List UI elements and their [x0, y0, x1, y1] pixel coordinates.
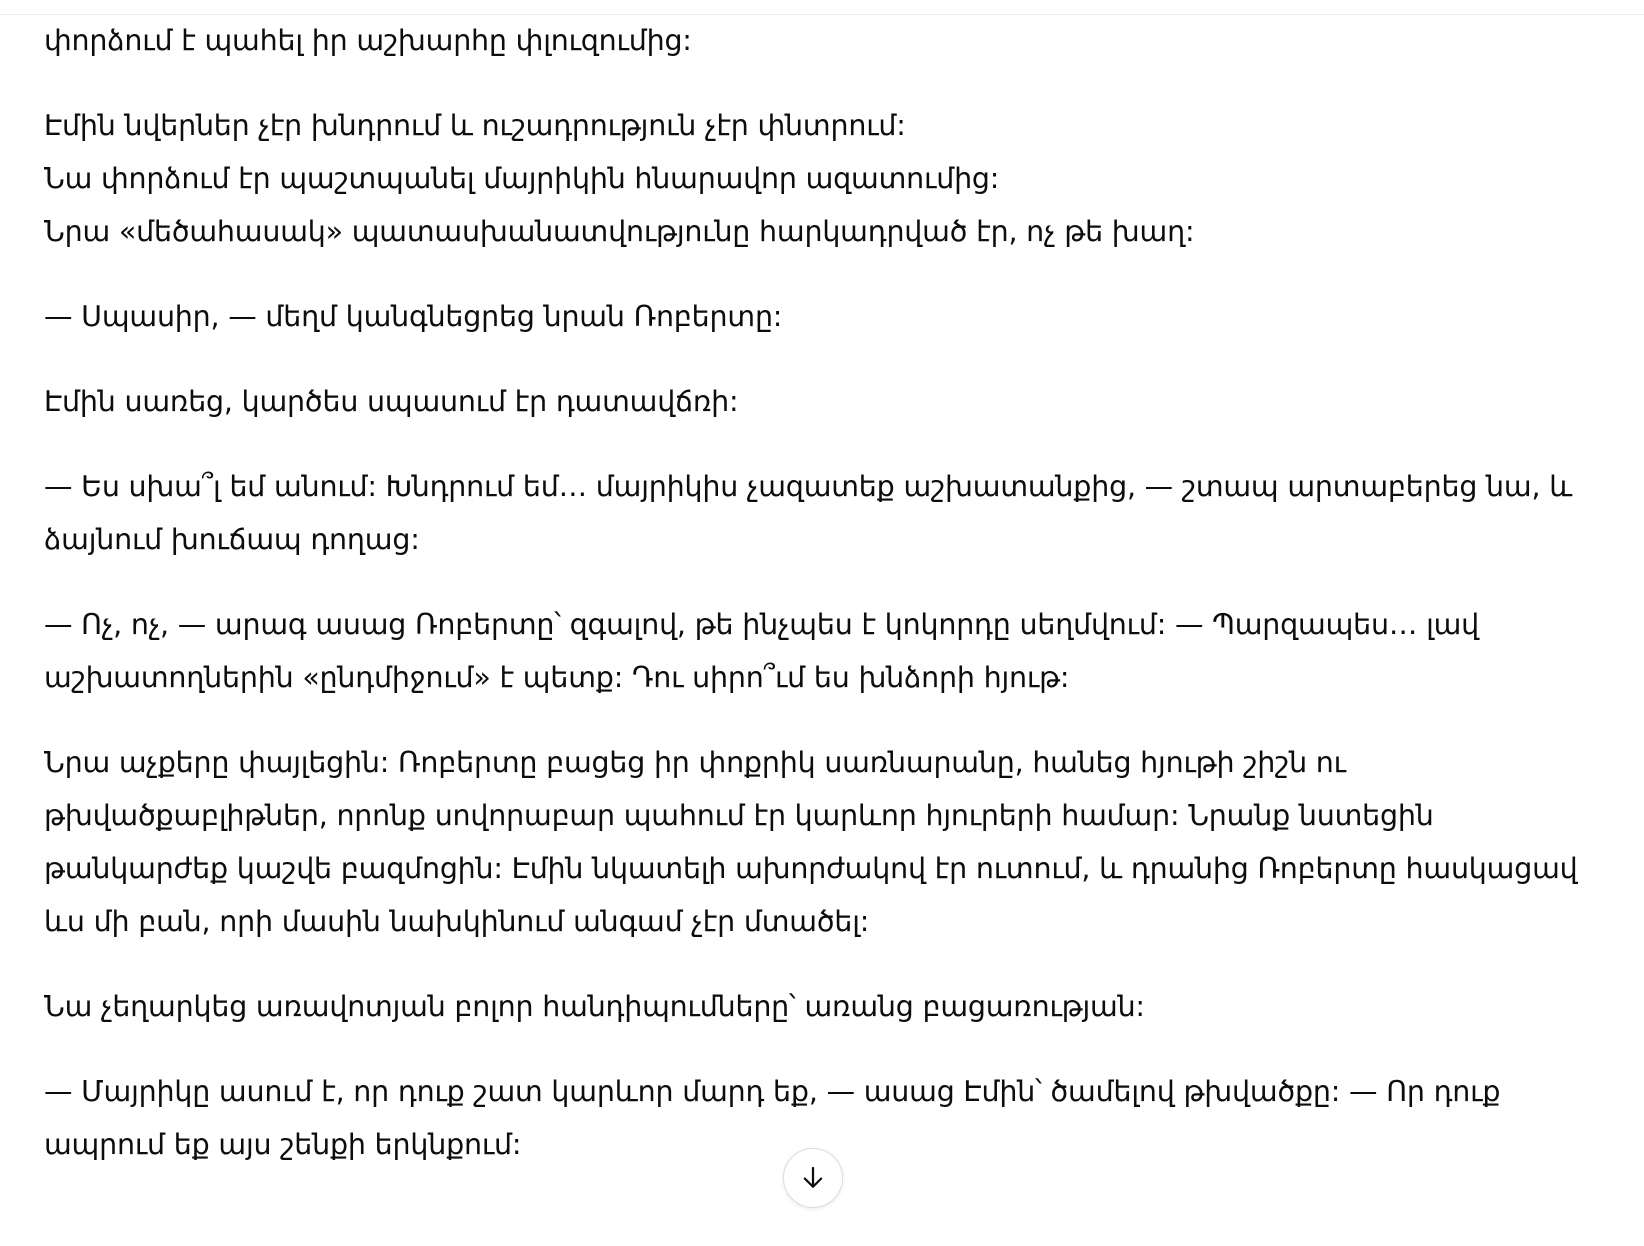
paragraph: Նրա աչքերը փայլեցին: Ռոբերտը բացեց իր փոքրիկ սառնարանը, հանեց հյութի շիշն ու թխվածքաբլիթներ, որոնք սովորաբար պահում էր կարևոր հյուրերի համար: Նրանք նստեցին թանկարժեք կաշվե բազմոցին: Էմին նկատելի ախորժակով էր ուտում, և դրանից Ռոբերտը հասկացավ ևս մի բան, որի մասին նախկինում անգամ չէր մտածել: — [44, 746, 1587, 938]
paragraph: Էմին սառեց, կարծես սպասում էր դատավճռի: — [44, 385, 739, 418]
paragraph: — Մայրիկը ասում է, որ դուք շատ կարևոր մարդ եք, — ասաց Էմին՝ ծամելով թխվածքը: — Որ դուք ապրում եք այս շենքի երկնքում: — [44, 1075, 1510, 1161]
arrow-down-icon — [798, 1163, 828, 1193]
scroll-to-bottom-button[interactable] — [783, 1148, 843, 1208]
paragraph: Էմին նվերներ չէր խնդրում և ուշադրություն չէր փնտրում: Նա փորձում էր պաշտպանել մայրիկին հնարավոր ազատումից: Նրա «մեծահասակ» պատասխանատվությունը հարկադրված էր, ոչ թե խաղ: — [44, 109, 1195, 248]
paragraph: Նա չեղարկեց առավոտյան բոլոր հանդիպումները՝ առանց բացառության: — [44, 990, 1145, 1023]
message-content — [44, 14, 1604, 1171]
paragraph: փորձում է պահել իր աշխարհը փլուզումից: — [44, 24, 692, 57]
paragraph: — Ես սխա՞լ եմ անում: Խնդրում եմ… մայրիկիս չազատեք աշխատանքից, — շտապ արտաբերեց նա, և ձայնում խուճապ դողաց: — [44, 470, 1581, 556]
paragraph: — Սպասիր, — մեղմ կանգնեցրեց նրան Ռոբերտը: — [44, 300, 783, 333]
paragraph: — Ոչ, ոչ, — արագ ասաց Ռոբերտը՝ զգալով, թե ինչպես է կոկորդը սեղմվում: — Պարզապես… լավ աշխատողներին «ընդմիջում» է պետք: Դու սիրո՞ւմ ես խնձորի հյութ: — [44, 608, 1488, 694]
